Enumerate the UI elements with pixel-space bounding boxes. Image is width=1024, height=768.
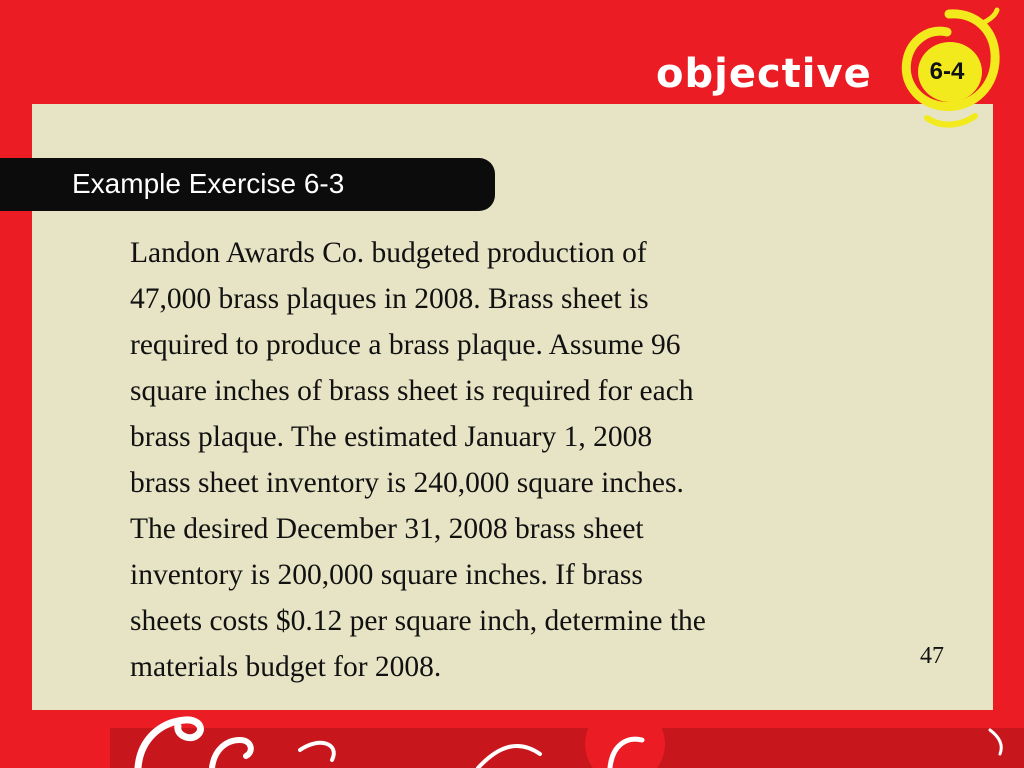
exercise-text xyxy=(130,230,900,690)
exercise-text-line: brass plaque. The estimated January 1, 2008 xyxy=(130,421,653,453)
slide-title: Example Exercise 6-3 xyxy=(72,168,345,199)
bottom-decoration-band xyxy=(0,710,1024,768)
exercise-text-line: The desired December 31, 2008 brass sheet xyxy=(130,513,644,545)
exercise-text-line: materials budget for 2008. xyxy=(130,651,442,683)
exercise-text-line: sheets costs $0.12 per square inch, determine the xyxy=(130,605,706,637)
exercise-text-line: square inches of brass sheet is required for each xyxy=(130,375,694,407)
exercise-text-line: required to produce a brass plaque. Assume 96 xyxy=(130,329,681,361)
page-number: 47 xyxy=(920,643,944,669)
exercise-text-line: inventory is 200,000 square inches. If brass xyxy=(130,559,643,591)
swirl-decoration-icon xyxy=(0,710,1024,768)
objective-number: 6-4 xyxy=(929,58,965,85)
exercise-text-line: 47,000 brass plaques in 2008. Brass sheet is xyxy=(130,283,649,315)
objective-logo: objective xyxy=(656,51,872,97)
exercise-text-line: brass sheet inventory is 240,000 square inches. xyxy=(130,467,684,499)
exercise-text-line: Landon Awards Co. budgeted production of xyxy=(130,237,647,269)
